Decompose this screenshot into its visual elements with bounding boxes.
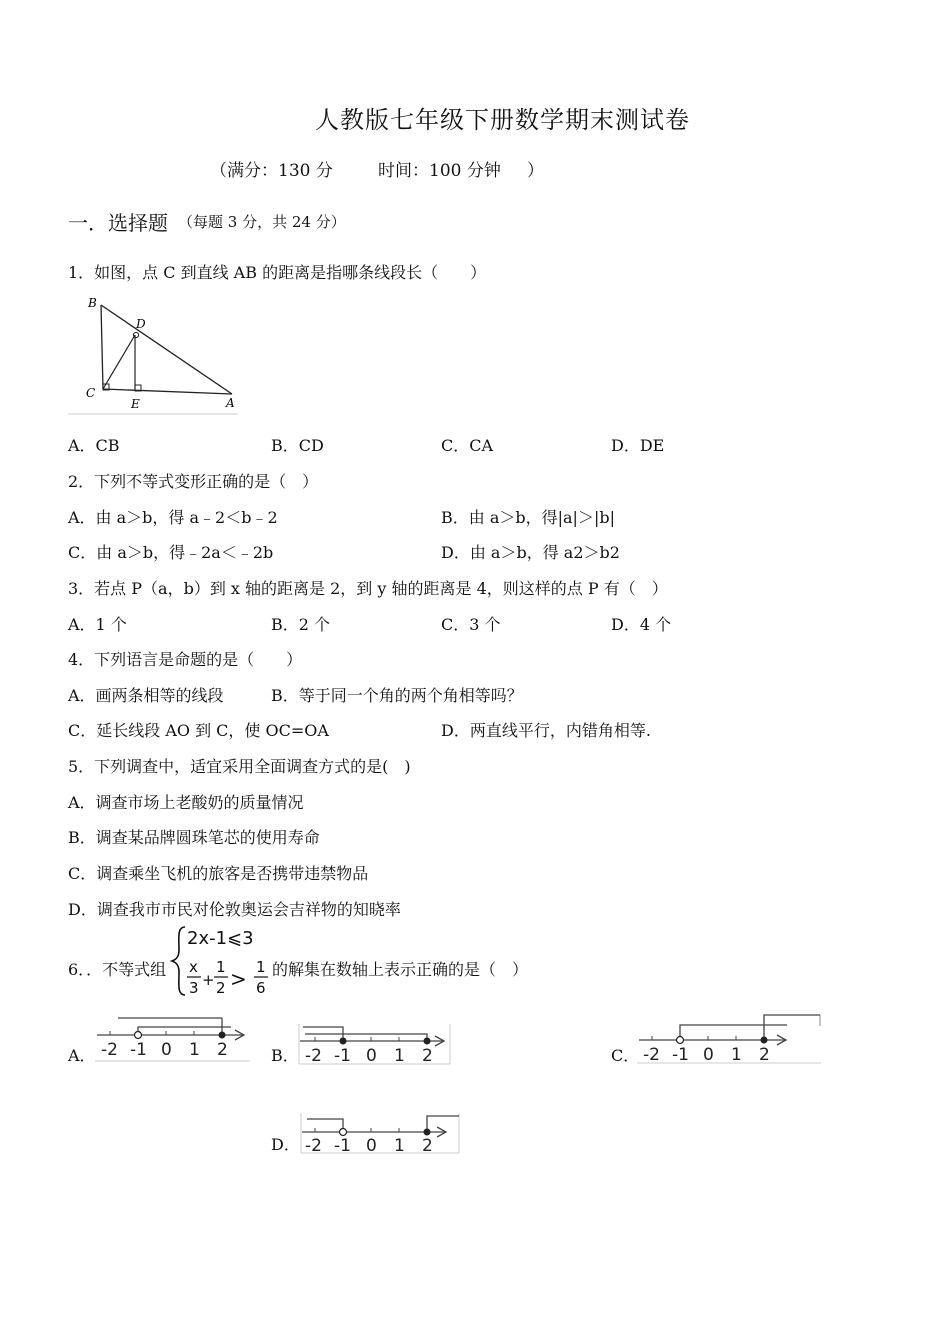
tick-label: -2 (643, 1045, 660, 1065)
q2-option-d: D．由 a＞b，得 a2＞b2 (441, 543, 620, 562)
q2-option-c: C．由 a＞b，得﹣2a＜﹣2b (68, 543, 274, 562)
tick-label: 1 (394, 1046, 405, 1066)
tick-label: 2 (422, 1136, 433, 1156)
q3-option-d: D．4 个 (611, 615, 672, 634)
q6-option-a-label: A． (68, 1046, 96, 1065)
score-info: （满分：130 分 (210, 161, 333, 181)
label-c: C (86, 386, 96, 400)
question-2: 2．下列不等式变形正确的是（ ） (68, 472, 319, 491)
inequality-system (173, 924, 273, 998)
question-4: 4．下列语言是命题的是（ ） (68, 650, 303, 669)
q5-option-d: D．调查我市市民对伦敦奥运会吉祥物的知晓率 (68, 900, 401, 919)
tick-label: -2 (305, 1136, 322, 1156)
tick-label: 2 (759, 1045, 770, 1065)
ineq-line-1: 2x-1⩽3 (187, 928, 254, 949)
question-6-prefix: 6．．不等式组 (68, 960, 167, 979)
label-e: E (131, 397, 140, 411)
q4-option-d: D．两直线平行，内错角相等. (441, 721, 651, 740)
tick-label: -1 (334, 1046, 351, 1066)
tick-label: 1 (394, 1136, 405, 1156)
q6-option-a-number-line (95, 1012, 255, 1066)
tick-label: 0 (366, 1046, 377, 1066)
frac-den-3: 3 (189, 979, 199, 997)
tick-label: -1 (334, 1136, 351, 1156)
question-6-suffix: 的解集在数轴上表示正确的是（ ） (272, 960, 529, 979)
frac-num-x: x (189, 958, 198, 976)
q5-option-a: A．调查市场上老酸奶的质量情况 (68, 793, 304, 812)
q5-option-c: C．调查乘坐飞机的旅客是否携带违禁物品 (68, 864, 369, 883)
q4-option-c: C．延长线段 AO 到 C，使 OC=OA (68, 721, 329, 740)
tick-label: 2 (217, 1040, 228, 1060)
q2-option-a: A．由 a＞b，得 a﹣2＜b﹣2 (68, 508, 278, 527)
page-title: 人教版七年级下册数学期末测试卷 (315, 106, 690, 134)
section-heading: 一．选择题 (68, 211, 168, 235)
q1-option-c: C．CA (441, 436, 494, 455)
tick-label: -2 (305, 1046, 322, 1066)
tick-label: 2 (422, 1046, 433, 1066)
tick-label: 0 (366, 1136, 377, 1156)
q4-option-a: A．画两条相等的线段 (68, 686, 224, 705)
tick-label: 0 (703, 1045, 714, 1065)
tick-label: 1 (731, 1045, 742, 1065)
tick-label: -1 (130, 1040, 147, 1060)
frac-num-1: 1 (216, 958, 226, 976)
q1-option-b: B．CD (271, 436, 324, 455)
q1-triangle-figure (62, 293, 242, 417)
q3-option-a: A．1 个 (68, 615, 127, 634)
tick-label: 1 (189, 1040, 200, 1060)
tick-label: -2 (101, 1040, 118, 1060)
frac-den-6: 6 (256, 979, 266, 997)
tick-label: -1 (672, 1045, 689, 1065)
meta-close: ） (527, 161, 544, 181)
q6-option-c-label: C． (611, 1046, 640, 1065)
q6-option-c-number-line (637, 1012, 823, 1066)
label-a: A (226, 396, 235, 410)
q2-option-b: B．由 a＞b，得|a|＞|b| (441, 508, 615, 527)
section-note: （每题 3 分，共 24 分） (178, 213, 346, 231)
q1-option-d: D．DE (611, 436, 665, 455)
label-d: D (136, 317, 146, 331)
gt-sign: > (230, 967, 247, 991)
q3-option-c: C．3 个 (441, 615, 501, 634)
q5-option-b: B．调查某品牌圆珠笔芯的使用寿命 (68, 828, 320, 847)
q6-option-d-number-line (299, 1113, 463, 1155)
question-5: 5．下列调查中，适宜采用全面调查方式的是( ) (68, 757, 411, 776)
q6-option-d-label: D． (271, 1135, 300, 1154)
q6-option-b-number-line (297, 1024, 453, 1066)
plus-sign: + (202, 971, 215, 989)
q4-option-b: B．等于同一个角的两个角相等吗？ (271, 686, 523, 705)
frac-den-2: 2 (216, 979, 226, 997)
time-info: 时间：100 分钟 (378, 161, 501, 181)
q3-option-b: B．2 个 (271, 615, 331, 634)
tick-label: 0 (161, 1040, 172, 1060)
frac-num-1b: 1 (256, 958, 266, 976)
question-1: 1．如图，点 C 到直线 AB 的距离是指哪条线段长（ ） (68, 263, 487, 282)
label-b: B (88, 296, 97, 310)
q1-option-a: A．CB (68, 436, 120, 455)
question-3: 3．若点 P（a，b）到 x 轴的距离是 2，到 y 轴的距离是 4，则这样的点 P 有（ ） (68, 579, 668, 598)
q6-option-b-label: B． (271, 1046, 299, 1065)
